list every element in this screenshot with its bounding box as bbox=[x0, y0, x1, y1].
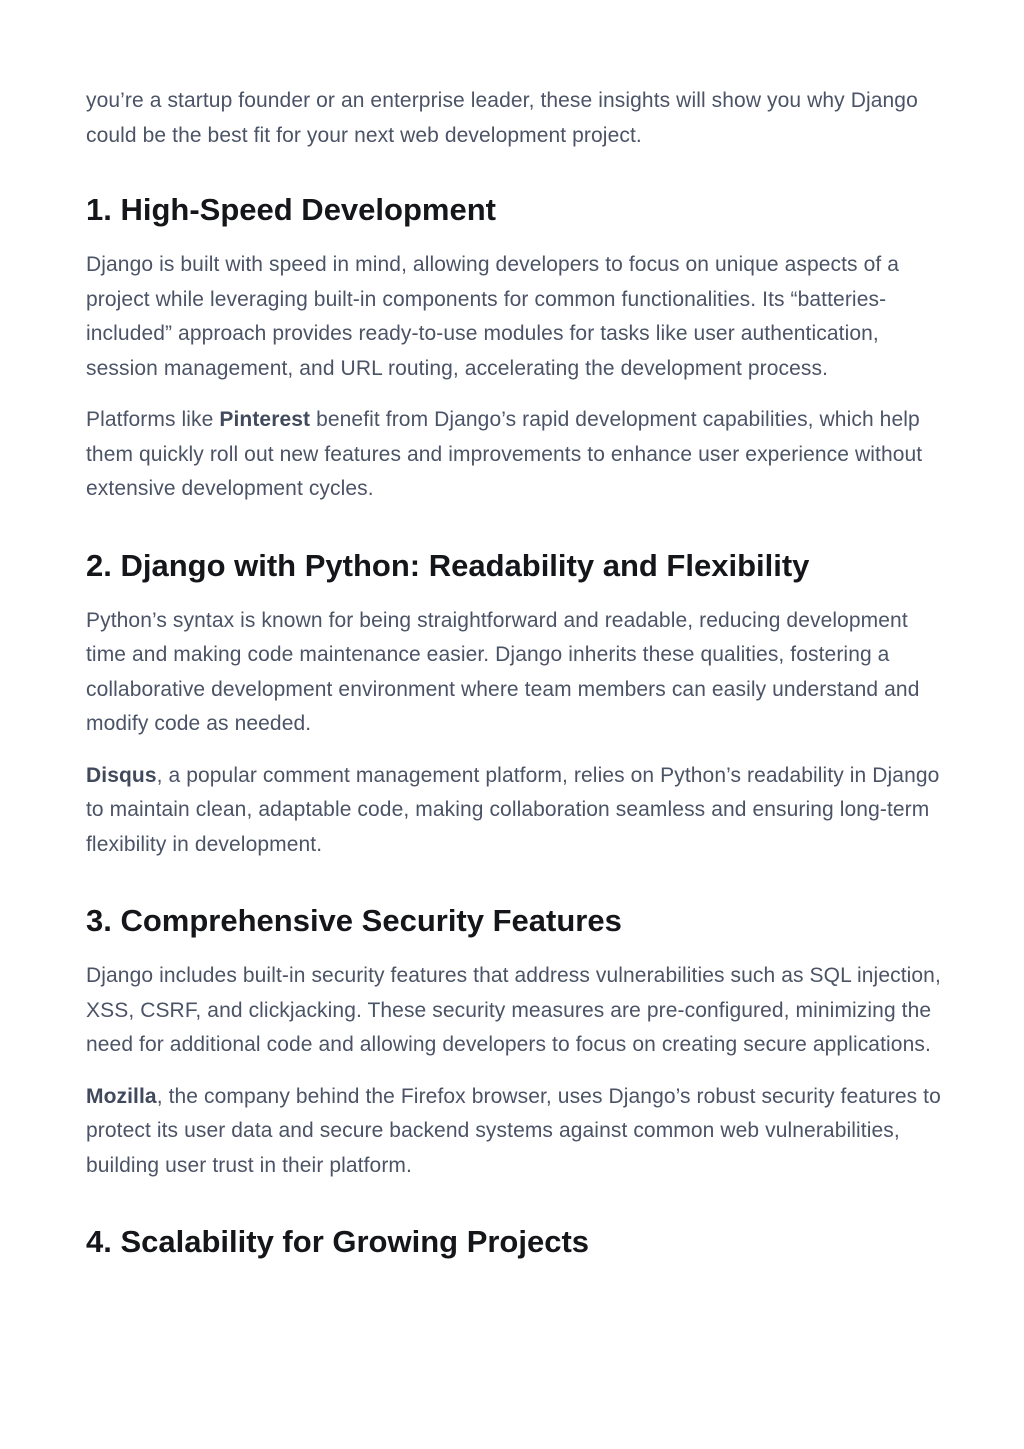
section-readability-flexibility bbox=[86, 546, 946, 863]
section-paragraph: Django includes built-in security features that address vulnerabilities such as SQL injection, XSS, CSRF, and clickjacking. These security measures are pre-configured, minimizing the need for additional code and allowing developers to focus on creating secure applications. bbox=[86, 964, 941, 1056]
company-name-mozilla: Mozilla bbox=[86, 1084, 157, 1108]
paragraph-text: , a popular comment management platform, relies on Python’s readability in Django to maintain clean, adaptable code, making collaboration seamless and ensuring long-term flexibility in development. bbox=[86, 763, 940, 856]
section-example-paragraph bbox=[86, 759, 946, 863]
section-heading: 3. Comprehensive Security Features bbox=[86, 903, 622, 938]
section-example-paragraph bbox=[86, 1080, 946, 1184]
section-scalability bbox=[86, 1222, 946, 1262]
section-high-speed-development bbox=[86, 190, 946, 507]
section-paragraph: Python’s syntax is known for being straightforward and readable, reducing development time and making code maintenance easier. Django inherits these qualities, fostering a collaborative development environment where team members can easily understand and modify code as needed. bbox=[86, 608, 920, 735]
section-example-paragraph bbox=[86, 403, 946, 507]
section-heading: 1. High-Speed Development bbox=[86, 192, 496, 227]
intro-paragraph: you’re a startup founder or an enterprise leader, these insights will show you why Django could be the best fit for your next web development project. bbox=[86, 89, 918, 147]
paragraph-text: , the company behind the Firefox browser, uses Django’s robust security features to protect its user data and secure backend systems against common web vulnerabilities, building user trust in their platform. bbox=[86, 1084, 941, 1177]
section-paragraph: Django is built with speed in mind, allowing developers to focus on unique aspects of a project while leveraging built-in components for common functionalities. Its “batteries-included” approach provides ready-to-use modules for tasks like user authentication, session management, and URL routing, accelerating the development process. bbox=[86, 253, 900, 380]
paragraph-text: benefit from Django’s rapid development capabilities, which help them quickly roll out new features and improvements to enhance user experience without extensive development cycles. bbox=[86, 408, 923, 500]
paragraph-text: Platforms like bbox=[86, 408, 220, 431]
section-heading: 2. Django with Python: Readability and Flexibility bbox=[86, 547, 810, 583]
company-name-disqus: Disqus bbox=[86, 763, 157, 787]
article-body bbox=[86, 84, 946, 1301]
section-heading: 4. Scalability for Growing Projects bbox=[86, 1224, 590, 1259]
section-security-features bbox=[86, 901, 946, 1183]
company-name-pinterest: Pinterest bbox=[219, 408, 311, 431]
